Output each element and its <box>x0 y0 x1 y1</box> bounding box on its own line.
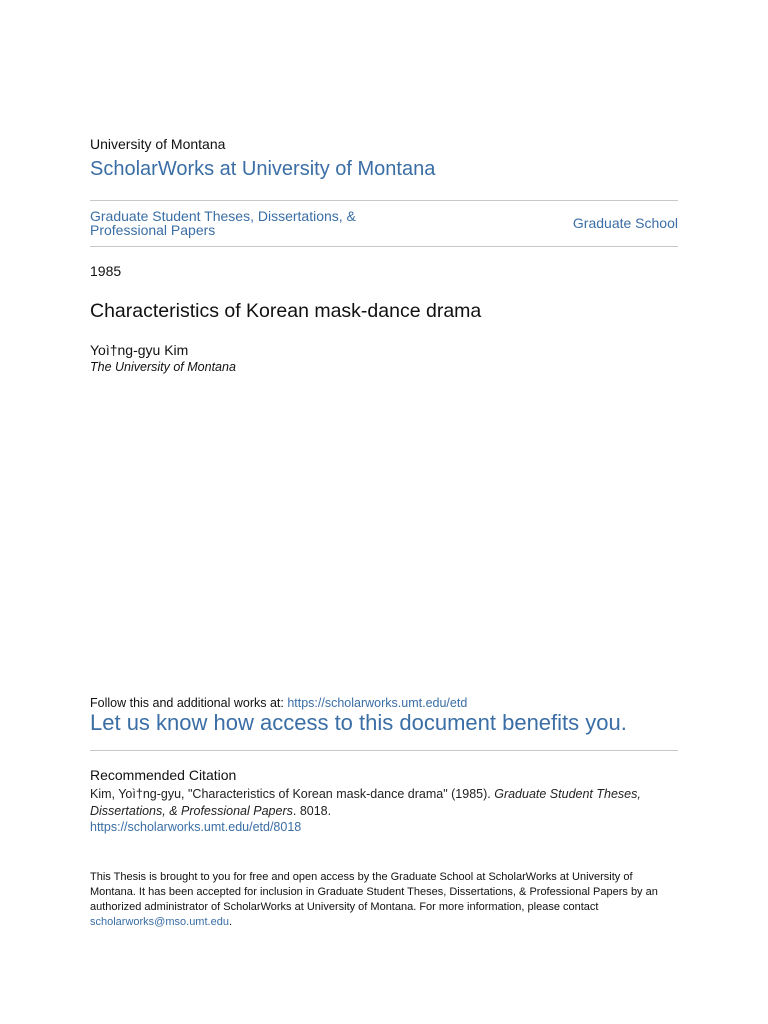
repository-link[interactable]: ScholarWorks at University of Montana <box>90 158 436 180</box>
citation-part1: Kim, Yoì†ng-gyu, "Characteristics of Korean mask-dance drama" (1985). <box>90 787 495 801</box>
citation-heading: Recommended Citation <box>90 767 237 783</box>
citation-text <box>90 786 678 820</box>
follow-line <box>90 696 467 710</box>
collection-link[interactable]: Graduate Student Theses, Dissertations, & Professional Papers <box>90 208 356 238</box>
institution-name: University of Montana <box>90 136 226 152</box>
divider-bottom <box>90 750 678 751</box>
divider-top <box>90 200 678 201</box>
citation-series: Graduate Student Theses, Dissertations, & Professional Papers <box>90 787 641 818</box>
contact-email-link[interactable]: scholarworks@mso.umt.edu <box>90 916 229 928</box>
citation-part2: . 8018. <box>292 804 332 818</box>
benefit-feedback-link[interactable]: Let us know how access to this document benefits you. <box>90 710 627 735</box>
citation-url-link[interactable]: https://scholarworks.umt.edu/etd/8018 <box>90 820 302 834</box>
notice-end: . <box>228 916 232 928</box>
publication-year: 1985 <box>90 263 122 279</box>
author-name: Yoì†ng-gyu Kim <box>90 342 189 358</box>
etd-collection-link[interactable]: https://scholarworks.umt.edu/etd <box>287 696 468 710</box>
follow-prefix: Follow this and additional works at: <box>90 696 288 710</box>
cover-page <box>90 0 678 1024</box>
graduate-school-link[interactable]: Graduate School <box>572 215 678 231</box>
document-title: Characteristics of Korean mask-dance drama <box>90 300 482 322</box>
notice-text: This Thesis is brought to you for free and open access by the Graduate School at ScholarWorks at University of Montana. It has been accepted for inclusion in Graduate Student Theses, Dissertations, & Professional Papers by an authorized administrator of ScholarWorks at University of Montana. For more information, please contact <box>90 871 658 913</box>
access-notice <box>90 870 678 930</box>
author-affiliation: The University of Montana <box>90 360 236 374</box>
divider-middle <box>90 246 678 247</box>
